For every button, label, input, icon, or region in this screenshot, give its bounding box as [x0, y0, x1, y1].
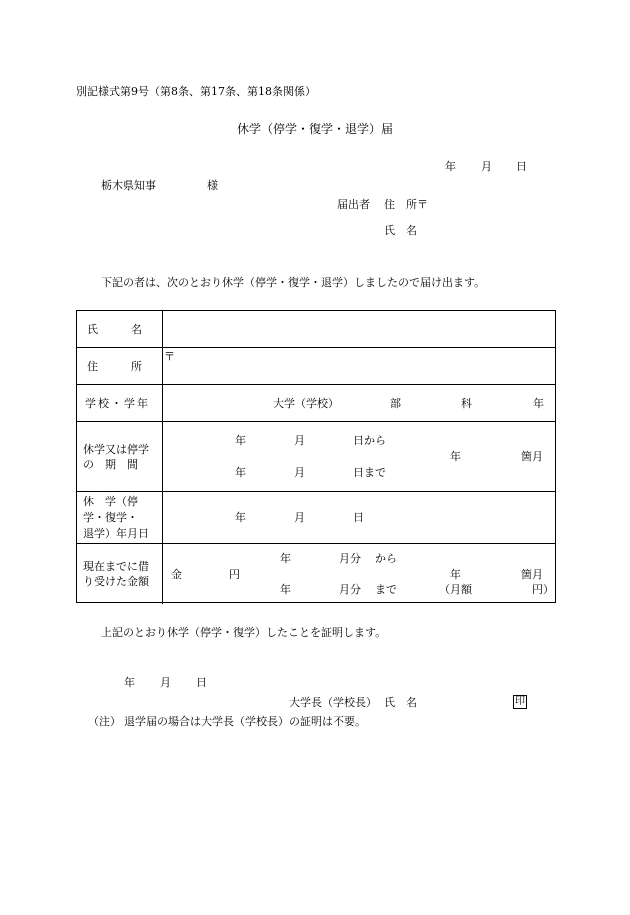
period-from-year: 年	[235, 434, 246, 447]
certification-text: 上記のとおり休学（停学・復学）したことを証明します。	[101, 626, 387, 639]
school-university: 大学（学校）	[273, 397, 339, 410]
loan-to-month: 月分	[339, 583, 361, 596]
loan-amount-prefix: 金	[171, 568, 182, 581]
signer-title: 大学長（学校長）	[289, 696, 377, 709]
intro-text: 下記の者は、次のとおり休学（停学・復学・退学）しましたので届け出ます。	[101, 276, 486, 289]
loan-from-suffix: から	[375, 552, 397, 565]
date-month: 月	[481, 160, 492, 173]
school-row	[77, 385, 555, 422]
seal-mark: 印	[515, 696, 525, 707]
form-title: 休学（停学・復学・退学）届	[236, 122, 393, 136]
date-label-line1: 休 学（停	[83, 495, 138, 508]
leave-date-day: 日	[353, 511, 364, 524]
applicant-label: 届出者	[337, 198, 370, 211]
application-table	[76, 310, 556, 603]
cert-date-day: 日	[196, 676, 207, 689]
note-label: （注）	[88, 715, 121, 728]
school-label: 学校・学年	[85, 397, 150, 410]
school-dept: 科	[461, 397, 472, 410]
period-label-line2: の 期 間	[83, 458, 138, 471]
period-to-month: 月	[294, 466, 305, 479]
period-label-line1: 休学又は停学	[83, 443, 149, 456]
loan-length-months: 箇月	[521, 568, 543, 581]
addressee-honorific: 様	[207, 179, 218, 192]
applicant-name-label: 氏 名	[384, 224, 417, 237]
loan-amount-unit: 円	[229, 568, 240, 581]
applicant-address-label: 住 所〒	[384, 198, 428, 211]
leave-date-row	[77, 492, 555, 544]
school-grade: 年	[533, 397, 544, 410]
loan-label-line2: り受けた金額	[83, 575, 149, 588]
period-row	[77, 422, 555, 492]
name-row	[77, 311, 555, 348]
loan-monthly-open: （月額	[439, 583, 472, 596]
period-to-day: 日まで	[353, 466, 386, 479]
address-row	[77, 348, 555, 385]
signer-name-label: 氏 名	[384, 696, 417, 709]
cert-date-year: 年	[124, 676, 135, 689]
cert-date-month: 月	[160, 676, 171, 689]
period-length-year: 年	[450, 450, 461, 463]
date-day: 日	[516, 160, 527, 173]
period-from-day: 日から	[353, 434, 386, 447]
name-label: 氏 名	[87, 323, 142, 336]
date-label-line3: 退学）年月日	[83, 527, 149, 540]
date-label-line2: 学・復学・	[83, 511, 138, 524]
period-from-month: 月	[294, 434, 305, 447]
form-number: 別記様式第9号（第8条、第17条、第18条関係）	[76, 85, 316, 98]
school-faculty: 部	[390, 397, 401, 410]
loan-label-line1: 現在までに借	[83, 560, 149, 573]
addressee-name: 栃木県知事	[101, 179, 156, 192]
note-text: 退学届の場合は大学長（学校長）の証明は不要。	[124, 715, 366, 728]
period-to-year: 年	[235, 466, 246, 479]
address-label: 住 所	[87, 360, 142, 373]
address-input-cell[interactable]	[163, 348, 555, 384]
name-input-cell[interactable]	[163, 311, 555, 347]
loan-monthly-close: 円）	[532, 583, 554, 596]
loan-length-year: 年	[450, 568, 461, 581]
loan-row	[77, 544, 555, 604]
date-year: 年	[445, 160, 456, 173]
leave-date-month: 月	[294, 511, 305, 524]
loan-from-month: 月分	[339, 552, 361, 565]
loan-to-suffix: まで	[375, 583, 397, 596]
postal-mark: 〒	[164, 350, 175, 363]
leave-date-year: 年	[235, 511, 246, 524]
loan-to-year: 年	[280, 583, 291, 596]
loan-from-year: 年	[280, 552, 291, 565]
period-length-months: 箇月	[521, 450, 543, 463]
